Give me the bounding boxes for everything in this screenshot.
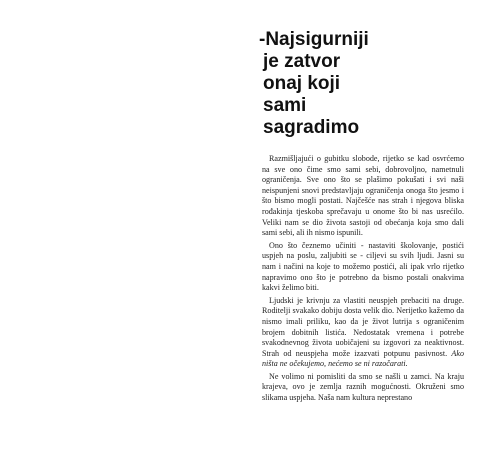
paragraph (262, 372, 464, 404)
paragraph (262, 154, 464, 239)
chapter-title-line: je zatvor (263, 51, 341, 72)
paragraph-text: Ne volimo ni pomisliti da smo se našli u zamci. Na kraju krajeva, ovo je zemlja raznih mogućnosti. Okruženi smo slikama uspjeha. Naša nam kultura neprestano (262, 371, 464, 403)
paragraph-italic-text: Ako ništa ne očekujemo, nećemo se ni razočarati. (262, 348, 464, 369)
chapter-title-line: sami (263, 95, 307, 116)
paragraph-text: Ljudski je krivnju za vlastiti neuspjeh prebaciti na druge. Roditelji svakako dobiju dosta velik dio. Nerijetko kažemo da nismo imali priliku, kao da je život lutrija s ograničenim brojem dobitnih listića. Nedostatak vremena i potrebe svakodnevnog života uobičajeni su izgovori za neaktivnost. Strah od neuspjeha može izazvati potpunu pasivnost. (262, 295, 464, 358)
body-text (262, 154, 464, 406)
paragraph (262, 296, 464, 370)
chapter-title-line: sagradimo (263, 117, 360, 138)
paragraph-text: Ono što čeznemo učiniti - nastaviti školovanje, postići uspjeh na poslu, zaljubiti se - ciljevi su svih ljudi. Jasni su nam i načini na koje to možemo postići, ali ipak vrlo rijetko napravimo ono što je potrebno da bismo postali onakvima kakvi želimo biti. (262, 240, 464, 293)
paragraph (262, 241, 464, 294)
chapter-title-line: -Najsigurniji (259, 29, 369, 50)
paragraph-text: Razmišljajući o gubitku slobode, rijetko se kad osvrćemo na sve ono čime smo sami sebi, dobrovoljno, nametnuli ograničenja. Sve ono što se plašimo pokušati i svi naši neispunjeni snovi predstavljaju ograničenja onoga što jesmo i što bismo mogli postati. Najčešće nas strah i njegova bliska rođakinja tjeskoba sprečavaju u onome što bi nas usrećilo. Veliki nam se dio života sastoji od obećanja koja smo dali sami sebi, ali ih nismo ispunili. (262, 154, 464, 238)
chapter-title-line: onaj koji (263, 73, 341, 94)
chapter-title (259, 29, 469, 139)
